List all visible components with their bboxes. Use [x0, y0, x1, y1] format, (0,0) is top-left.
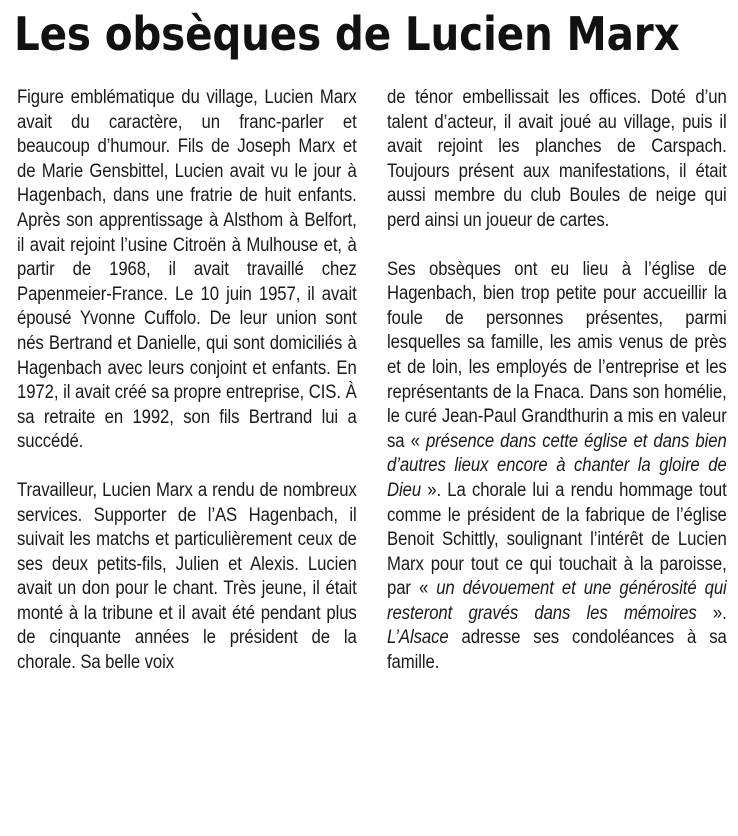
right-paragraph-2-end: adresse ses condoléances à sa famille. [387, 627, 727, 674]
left-paragraph-1: Figure emblématique du village, Lucien Marx avait du caractère, un franc-parler et beaucoup d’humour. Fils de Joseph Marx et de Marie Gensbittel, Lucien avait vu le jour à Hagenbach, dans une fratrie de huit enfants. Après son apprentissage à Alsthom à Belfort, il avait rejoint l’usine Citroën à Mulhouse et, à partir de 1968, il avait travaillé chez Papenmeier-France. Le 10 juin 1957, il avait épousé Yvonne Cuffolo. De leur union sont nés Bertrand et Danielle, qui sont domiciliés à Hagenbach avec leurs conjoint et enfants. En 1972, il avait créé sa propre entreprise, CIS. À sa retraite en 1992, son fils Bertrand lui a succédé. [17, 87, 357, 453]
right-paragraph-2-mid: ». La chorale lui a rendu hommage tout comme le président de la fabrique de l’église Benoit Schittly, soulignant l’intérêt de Lucien Marx pour tout ce qui touchait à la paroisse, par « [387, 479, 727, 600]
newspaper-name: L’Alsace [387, 627, 449, 649]
right-paragraph-2-after-quote: ». [696, 602, 727, 624]
right-paragraph-1: de ténor embellissait les offices. Doté d’un talent d’acteur, il avait joué au village, puis il avait rejoint les planches de Carspach. Toujours présent aux manifestations, il était aussi membre du club Boules de neige qui perd ainsi un joueur de cartes. [387, 87, 727, 231]
president-quote: un dévouement et une générosité qui resteront gravés dans les mémoires [387, 578, 727, 624]
homily-quote: présence dans cette église et dans bien d’autres lieux encore à chanter la gloire de Dieu [387, 430, 727, 501]
right-paragraph-2 [387, 258, 727, 676]
left-column [17, 86, 357, 676]
article-headline: Les obsèques de Lucien Marx [14, 7, 680, 61]
left-paragraph-2: Travailleur, Lucien Marx a rendu de nombreux services. Supporter de l’AS Hagenbach, il suivait les matchs et particulièrement ceux de ses deux petits-fils, Julien et Alexis. Lucien avait un don pour le chant. Très jeune, il était monté à la tribune et il avait été pendant plus de cinquante années le président de la chorale. Sa belle voix [17, 479, 357, 674]
right-column [387, 86, 727, 676]
right-paragraph-2-lead: Ses obsèques ont eu lieu à l’église de Hagenbach, bien trop petite pour accueillir la foule de personnes présentes, parmi lesquelles sa famille, les amis venus de près et de loin, les employés de l’entreprise et les représentants de la Fnaca. Dans son homélie, le curé Jean-Paul Grandthurin a mis en valeur sa « [387, 258, 727, 452]
